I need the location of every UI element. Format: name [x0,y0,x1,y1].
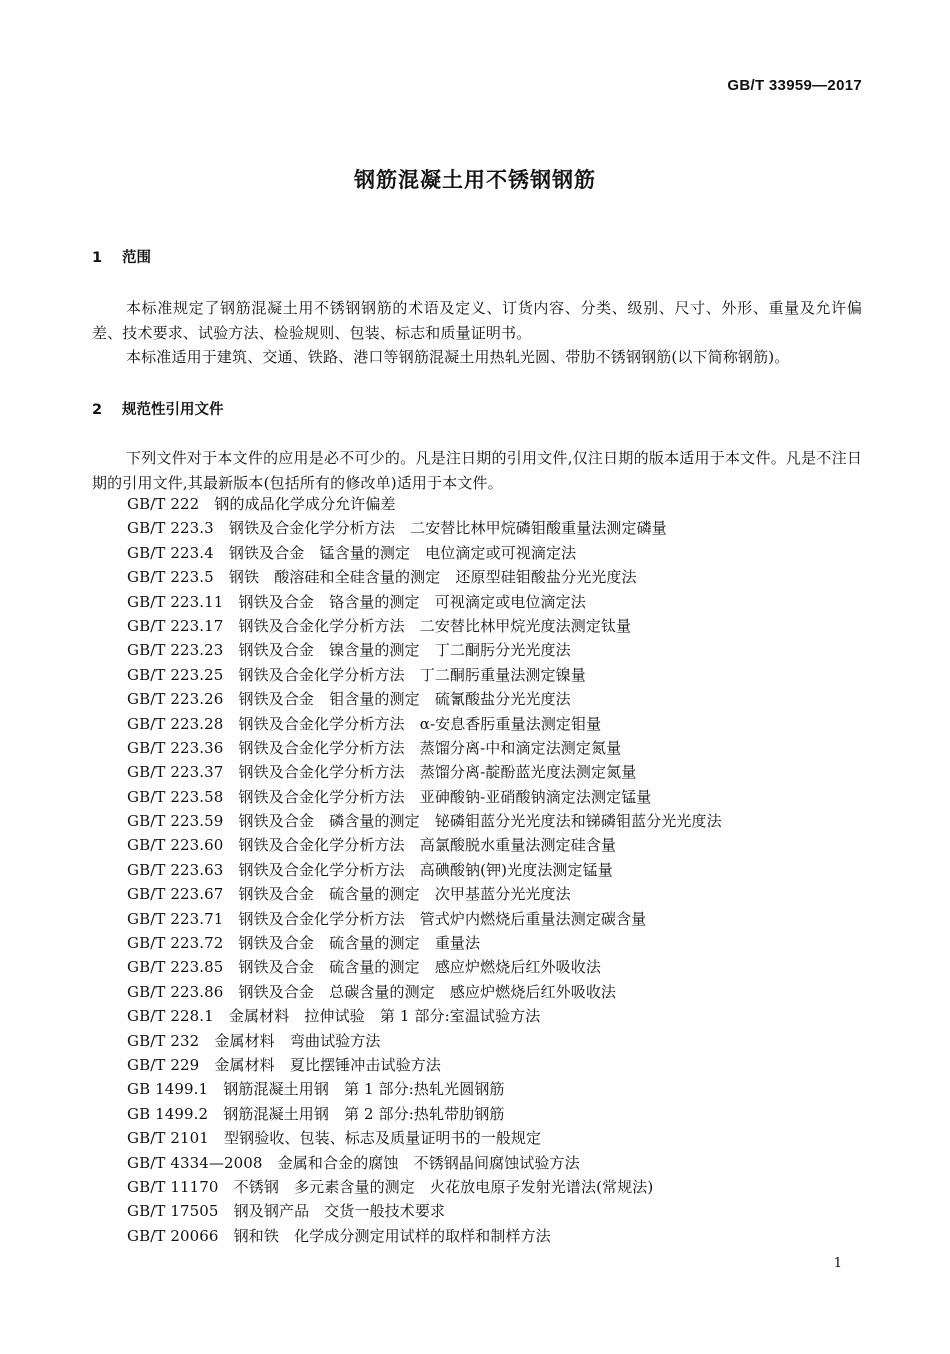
reference-code: GB/T 223.5 [127,568,214,587]
reference-item [127,931,722,955]
reference-item [127,1199,722,1223]
reference-code: GB/T 223.4 [127,543,214,562]
reference-code: GB/T 223.60 [127,836,224,855]
reference-code: GB 1499.2 [127,1104,209,1123]
reference-title: 钢铁及合金 硫含量的测定 感应炉燃烧后红外吸收法 [238,958,601,977]
reference-title: 钢铁及合金化学分析方法 管式炉内燃烧后重量法测定碳含量 [238,909,647,928]
reference-code: GB/T 223.28 [127,714,224,733]
reference-title: 钢筋混凝土用钢 第 1 部分:热轧光圆钢筋 [223,1080,505,1099]
reference-item [127,541,722,565]
reference-title: 金属材料 弯曲试验方法 [214,1031,381,1050]
reference-code: GB/T 223.67 [127,885,224,904]
reference-code: GB/T 2101 [127,1129,209,1148]
reference-code: GB/T 223.36 [127,738,224,757]
reference-title: 钢铁及合金化学分析方法 蒸馏分离-中和滴定法测定氮量 [238,738,622,757]
reference-title: 钢和铁 化学成分测定用试样的取样和制样方法 [233,1226,551,1245]
reference-item [127,1004,722,1028]
reference-item [127,1053,722,1077]
reference-code: GB/T 223.26 [127,690,224,709]
section-1-number: 1 [92,250,103,266]
reference-code: GB/T 20066 [127,1226,219,1245]
reference-item [127,1029,722,1053]
reference-title: 型钢验收、包装、标志及质量证明书的一般规定 [224,1129,542,1148]
section-2-title: 规范性引用文件 [122,402,224,418]
reference-item [127,638,722,662]
reference-title: 钢铁及合金 磷含量的测定 铋磷钼蓝分光光度法和锑磷钼蓝分光光度法 [238,812,722,831]
reference-item [127,833,722,857]
reference-item [127,1224,722,1248]
reference-code: GB/T 229 [127,1055,200,1074]
reference-code: GB/T 223.23 [127,641,224,660]
reference-title: 金属材料 夏比摆锤冲击试验方法 [214,1055,441,1074]
reference-title: 钢铁及合金 硫含量的测定 次甲基蓝分光光度法 [238,885,571,904]
page-number: 1 [833,1256,842,1271]
reference-title: 钢铁及合金 铬含量的测定 可视滴定或电位滴定法 [238,592,586,611]
reference-item [127,760,722,784]
reference-item [127,882,722,906]
reference-title: 钢铁及合金 总碳含量的测定 感应炉燃烧后红外吸收法 [238,982,617,1001]
reference-code: GB/T 223.3 [127,519,214,538]
reference-code: GB/T 232 [127,1031,200,1050]
reference-list [127,492,722,1248]
reference-title: 钢及钢产品 交货一般技术要求 [233,1202,446,1221]
reference-code: GB/T 223.63 [127,860,224,879]
reference-item [127,687,722,711]
reference-title: 钢铁及合金化学分析方法 高碘酸钠(钾)光度法测定锰量 [238,860,613,879]
reference-item [127,858,722,882]
reference-title: 钢铁 酸溶硅和全硅含量的测定 还原型硅钼酸盐分光光度法 [228,568,637,587]
reference-item [127,663,722,687]
reference-item [127,980,722,1004]
reference-code: GB/T 223.25 [127,665,224,684]
section-1-paragraph-2: 本标准适用于建筑、交通、铁路、港口等钢筋混凝土用热轧光圆、带肋不锈钢钢筋(以下简称钢筋)。 [126,348,790,366]
reference-title: 钢铁及合金化学分析方法 高氯酸脱水重量法测定硅含量 [238,836,617,855]
reference-code: GB/T 228.1 [127,1007,214,1026]
reference-code: GB/T 223.59 [127,812,224,831]
reference-code: GB/T 4334—2008 [127,1153,263,1172]
reference-code: GB/T 223.71 [127,909,224,928]
reference-code: GB/T 222 [127,495,200,513]
reference-title: 钢铁及合金 硫含量的测定 重量法 [238,934,481,953]
reference-item [127,955,722,979]
reference-item [127,492,722,516]
reference-item [127,907,722,931]
section-1-heading [92,246,151,267]
section-2-intro: 下列文件对于本文件的应用是必不可少的。凡是注日期的引用文件,仅注日期的版本适用于本文件。凡是不注日期的引用文件,其最新版本(包括所有的修改单)适用于本文件。 [92,449,862,492]
reference-title: 钢铁及合金化学分析方法 丁二酮肟重量法测定镍量 [238,665,586,684]
reference-title: 钢铁及合金 锰含量的测定 电位滴定或可视滴定法 [228,543,577,562]
reference-title: 钢铁及合金 镍含量的测定 丁二酮肟分光光度法 [238,641,571,660]
reference-item [127,1077,722,1101]
reference-title: 钢铁及合金化学分析方法 二安替比林甲烷光度法测定钛量 [238,616,632,635]
reference-code: GB/T 223.86 [127,982,224,1001]
reference-title: 钢铁及合金化学分析方法 蒸馏分离-靛酚蓝光度法测定氮量 [238,763,637,782]
standard-code: GB/T 33959—2017 [727,77,862,94]
document-title: 钢筋混凝土用不锈钢钢筋 [354,168,596,192]
reference-title: 不锈钢 多元素含量的测定 火花放电原子发射光谱法(常规法) [233,1177,654,1196]
section-1-paragraph-1: 本标准规定了钢筋混凝土用不锈钢钢筋的术语及定义、订货内容、分类、级别、尺寸、外形、重量及允许偏差、技术要求、试验方法、检验规则、包装、标志和质量证明书。 [92,299,862,342]
reference-item [127,1102,722,1126]
reference-item [127,590,722,614]
section-2-heading [92,398,224,419]
reference-code: GB/T 223.11 [127,592,224,611]
reference-code: GB/T 223.72 [127,934,224,953]
reference-item [127,1126,722,1150]
reference-item [127,614,722,638]
section-2-number: 2 [92,402,103,418]
reference-item [127,809,722,833]
reference-title: 钢铁及合金化学分析方法 α-安息香肟重量法测定钼量 [238,714,602,733]
reference-code: GB/T 223.17 [127,616,224,635]
reference-code: GB/T 223.37 [127,763,224,782]
reference-item [127,736,722,760]
reference-title: 钢筋混凝土用钢 第 2 部分:热轧带肋钢筋 [223,1104,505,1123]
reference-code: GB/T 17505 [127,1202,219,1221]
reference-code: GB/T 223.85 [127,958,224,977]
reference-title: 钢铁及合金化学分析方法 二安替比林甲烷磷钼酸重量法测定磷量 [228,519,667,538]
reference-code: GB 1499.1 [127,1080,209,1099]
reference-item [127,565,722,589]
reference-title: 金属和合金的腐蚀 不锈钢晶间腐蚀试验方法 [277,1153,580,1172]
reference-item [127,516,722,540]
reference-title: 金属材料 拉伸试验 第 1 部分:室温试验方法 [228,1007,541,1026]
reference-code: GB/T 223.58 [127,787,224,806]
reference-item [127,1175,722,1199]
reference-code: GB/T 11170 [127,1177,219,1196]
reference-item [127,712,722,736]
reference-item [127,1151,722,1175]
reference-title: 钢的成品化学成分允许偏差 [214,495,396,513]
section-1-title: 范围 [122,250,151,266]
reference-title: 钢铁及合金化学分析方法 亚砷酸钠-亚硝酸钠滴定法测定锰量 [238,787,652,806]
reference-item [127,785,722,809]
reference-title: 钢铁及合金 钼含量的测定 硫氰酸盐分光光度法 [238,690,571,709]
